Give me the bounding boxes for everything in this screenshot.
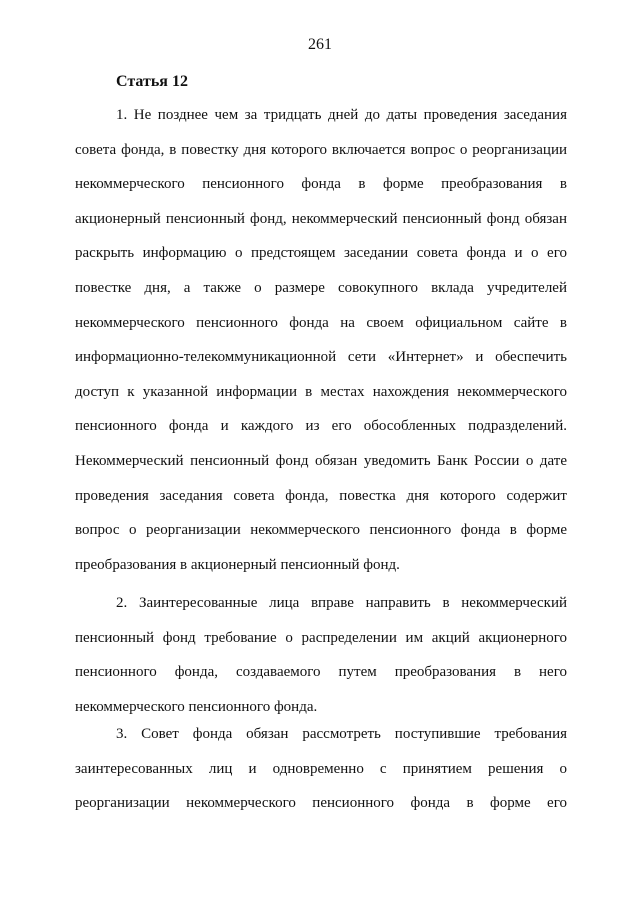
text-line: 2. Заинтересованные лица вправе направить в некоммерческий — [116, 595, 567, 611]
text-line: пенсионного фонда и каждого из его обособленных подразделений. — [75, 418, 567, 435]
text-line: вопрос о реорганизации некоммерческого пенсионного фонда в форме — [75, 522, 567, 539]
paragraph-2 — [75, 586, 567, 724]
article-title: Статья 12 — [116, 73, 188, 90]
text-line: 3. Совет фонда обязан рассмотреть поступившие требования — [116, 726, 567, 742]
text-line: проведения заседания совета фонда, повестка дня которого содержит — [75, 487, 567, 504]
text-line: некоммерческого пенсионного фонда в форме преобразования в — [75, 176, 567, 193]
text-line: доступ к указанной информации в местах нахождения некоммерческого — [75, 383, 567, 400]
text-line: 1. Не позднее чем за тридцать дней до даты проведения заседания — [116, 107, 567, 123]
text-line: реорганизации некоммерческого пенсионного фонда в форме его — [75, 795, 567, 812]
page-number: 261 — [308, 36, 332, 53]
text-line: раскрыть информацию о предстоящем заседании совета фонда и о его — [75, 245, 567, 262]
text-line: повестке дня, а также о размере совокупного вклада учредителей — [75, 279, 567, 296]
paragraph-1 — [75, 98, 567, 582]
paragraph-3 — [75, 717, 567, 821]
text-line: некоммерческого пенсионного фонда. — [75, 698, 318, 715]
text-line: акционерный пенсионный фонд, некоммерческий пенсионный фонд обязан — [75, 210, 567, 227]
text-line: Некоммерческий пенсионный фонд обязан уведомить Банк России о дате — [75, 452, 567, 469]
text-line: некоммерческого пенсионного фонда на своем официальном сайте в — [75, 314, 567, 331]
text-line: преобразования в акционерный пенсионный фонд. — [75, 556, 400, 573]
text-line: совета фонда, в повестку дня которого включается вопрос о реорганизации — [75, 141, 567, 158]
text-line: пенсионный фонд требование о распределении им акций акционерного — [75, 629, 567, 646]
text-line: информационно-телекоммуникационной сети «Интернет» и обеспечить — [75, 349, 567, 366]
text-line: пенсионного фонда, создаваемого путем преобразования в него — [75, 664, 567, 681]
text-line: заинтересованных лиц и одновременно с принятием решения о — [75, 760, 567, 777]
